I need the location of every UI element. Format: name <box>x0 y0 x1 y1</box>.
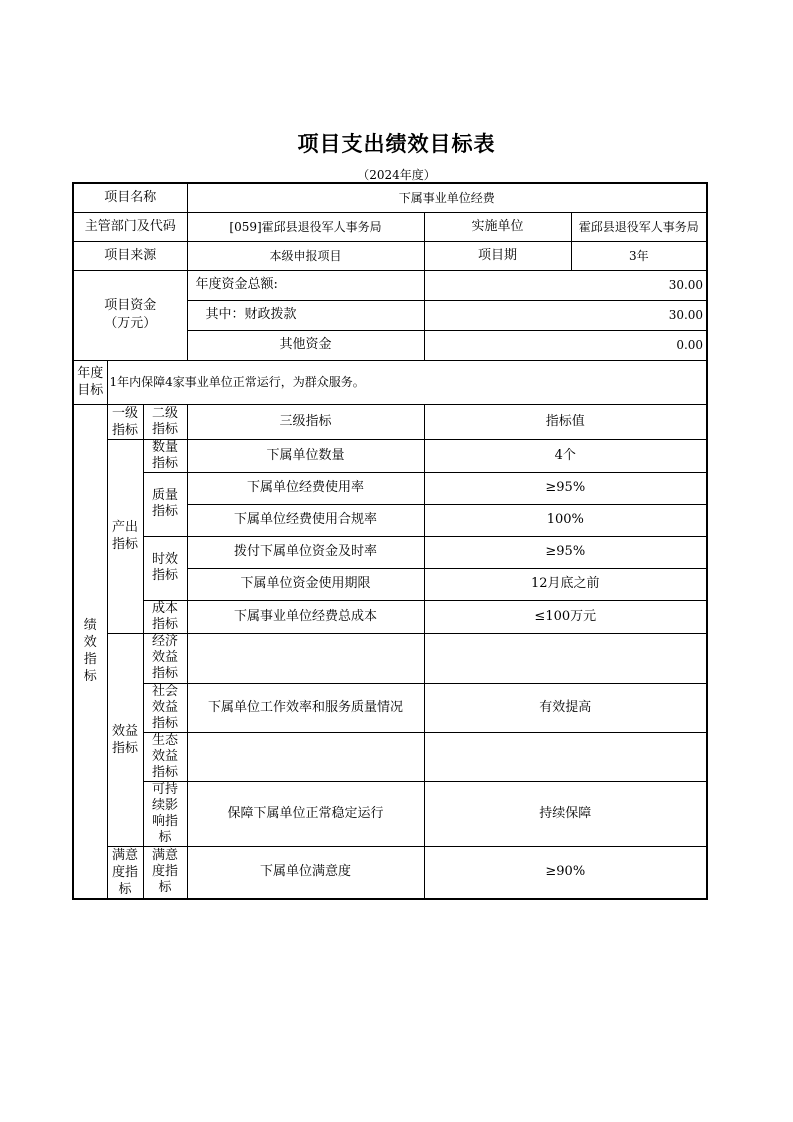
satisfaction-1-value: ≥90% <box>424 846 707 899</box>
funds-other-value: 0.00 <box>424 330 707 360</box>
satisfaction-label: 满意度指标 <box>143 846 187 899</box>
eco-1 <box>187 732 424 781</box>
performance-target-table <box>72 182 708 900</box>
benefit-label: 效益指标 <box>107 633 143 846</box>
funds-label: 项目资金 （万元） <box>73 270 187 360</box>
quality-1-value: ≥95% <box>424 472 707 504</box>
funds-total-label: 年度资金总额: <box>187 270 424 300</box>
output-label: 产出指标 <box>107 439 143 633</box>
sustain-1-value: 持续保障 <box>424 781 707 846</box>
funds-fiscal-label: 其中：财政拨款 <box>187 300 424 330</box>
econ-1-value <box>424 633 707 683</box>
satisfaction-1: 下属单位满意度 <box>187 846 424 899</box>
time-1-value: ≥95% <box>424 536 707 568</box>
page-title: 项目支出绩效目标表 <box>297 132 496 156</box>
time-2: 下属单位资金使用期限 <box>187 568 424 600</box>
year-label: （2024年度） <box>357 168 436 182</box>
head-level2: 二级指标 <box>143 404 187 439</box>
project-name-value: 下属事业单位经费 <box>187 183 707 212</box>
quantity-1-value: 4个 <box>424 439 707 472</box>
impl-unit-label: 实施单位 <box>424 212 571 241</box>
goal-label: 年度目标 <box>73 360 107 404</box>
social-label: 社会效益指标 <box>143 683 187 732</box>
period-label: 项目期 <box>424 241 571 270</box>
cost-label: 成本指标 <box>143 600 187 633</box>
time-2-value: 12月底之前 <box>424 568 707 600</box>
head-level1: 一级指标 <box>107 404 143 439</box>
social-1: 下属单位工作效率和服务质量情况 <box>187 683 424 732</box>
eco-1-value <box>424 732 707 781</box>
time-1: 拨付下属单位资金及时率 <box>187 536 424 568</box>
econ-1 <box>187 633 424 683</box>
funds-other-label: 其他资金 <box>187 330 424 360</box>
social-1-value: 有效提高 <box>424 683 707 732</box>
econ-label: 经济效益指标 <box>143 633 187 683</box>
project-name-label: 项目名称 <box>73 183 187 212</box>
impl-unit-value: 霍邱县退役军人事务局 <box>571 212 707 241</box>
dept-label: 主管部门及代码 <box>73 212 187 241</box>
quantity-label: 数量指标 <box>143 439 187 472</box>
quality-1: 下属单位经费使用率 <box>187 472 424 504</box>
quality-label: 质量指标 <box>143 472 187 536</box>
quality-2: 下属单位经费使用合规率 <box>187 504 424 536</box>
period-value: 3年 <box>571 241 707 270</box>
eco-label: 生态效益指标 <box>143 732 187 781</box>
head-value: 指标值 <box>424 404 707 439</box>
goal-text: 1年内保障4家事业单位正常运行，为群众服务。 <box>107 360 707 404</box>
satisfaction-group-label: 满意度指标 <box>107 846 143 899</box>
head-level3: 三级指标 <box>187 404 424 439</box>
funds-fiscal-value: 30.00 <box>424 300 707 330</box>
source-value: 本级申报项目 <box>187 241 424 270</box>
quantity-1: 下属单位数量 <box>187 439 424 472</box>
sustain-label: 可持续影响指标 <box>143 781 187 846</box>
indicators-label: 绩效指标 <box>73 404 107 899</box>
quality-2-value: 100% <box>424 504 707 536</box>
cost-1: 下属事业单位经费总成本 <box>187 600 424 633</box>
source-label: 项目来源 <box>73 241 187 270</box>
cost-1-value: ≤100万元 <box>424 600 707 633</box>
time-label: 时效指标 <box>143 536 187 600</box>
sustain-1: 保障下属单位正常稳定运行 <box>187 781 424 846</box>
funds-total-value: 30.00 <box>424 270 707 300</box>
dept-value: [059]霍邱县退役军人事务局 <box>187 212 424 241</box>
